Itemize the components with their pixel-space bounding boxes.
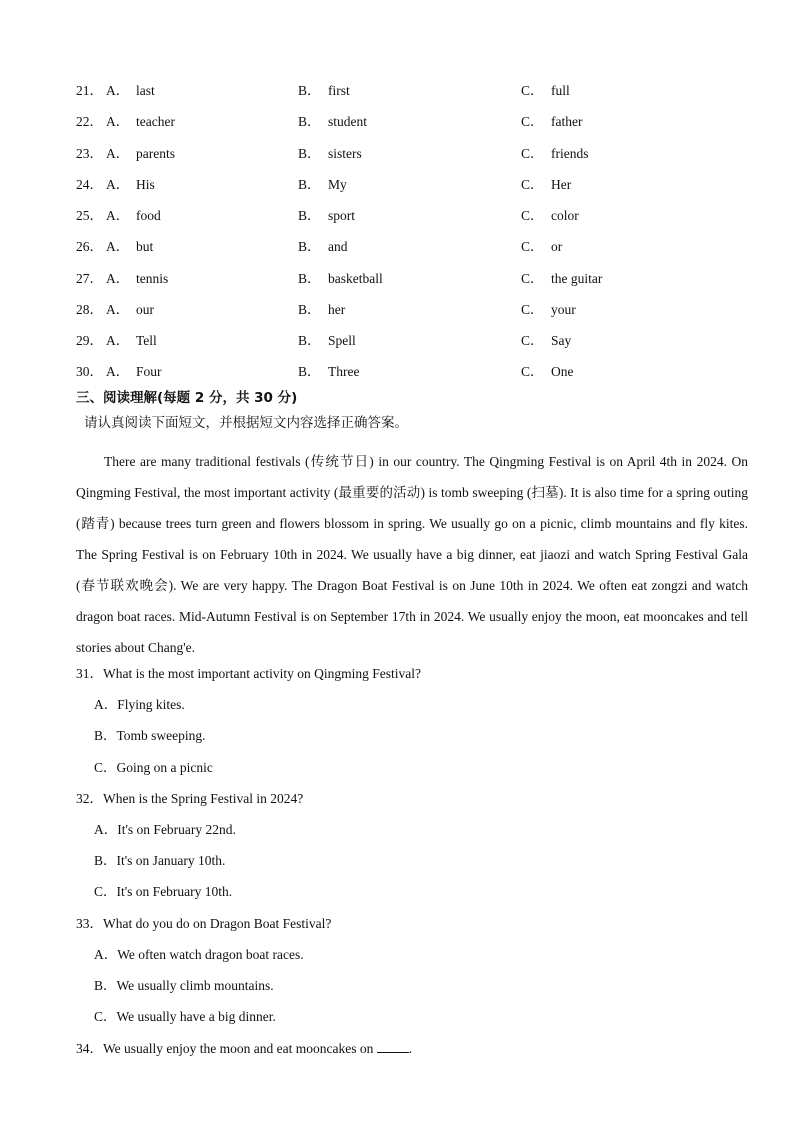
question-34-text: 34．We usually enjoy the moon and eat mooncakes on xyxy=(76,1041,374,1056)
question-31-option-a: A．Flying kites. xyxy=(94,697,185,712)
choice-row-25 xyxy=(76,206,776,226)
section-instruction: 请认真阅读下面短文，并根据短文内容选择正确答案。 xyxy=(84,415,408,431)
question-number: 21． xyxy=(76,83,103,98)
option-b: B． first xyxy=(298,83,350,98)
option-b: B． sport xyxy=(298,208,355,223)
option-c: C． your xyxy=(521,302,576,317)
option-a: A． but xyxy=(106,239,154,254)
question-32-option-b: B．It's on January 10th. xyxy=(94,853,226,868)
option-b: B． basketball xyxy=(298,271,383,286)
question-number: 29． xyxy=(76,333,103,348)
option-a: A． His xyxy=(106,177,155,192)
choice-row-22 xyxy=(76,112,776,132)
option-c: C． Say xyxy=(521,333,572,348)
question-number: 28． xyxy=(76,302,103,317)
option-b: B． student xyxy=(298,114,367,129)
question-number: 25． xyxy=(76,208,103,223)
choice-row-24 xyxy=(76,175,776,195)
option-c: C． Her xyxy=(521,177,572,192)
choice-row-27 xyxy=(76,269,776,289)
question-31-option-c: C．Going on a picnic xyxy=(94,760,213,775)
option-c: C． One xyxy=(521,364,574,379)
question-stem-34 xyxy=(76,1038,412,1058)
question-number: 22． xyxy=(76,114,103,129)
option-a: A． last xyxy=(106,83,155,98)
option-b: B． My xyxy=(298,177,347,192)
question-number: 27． xyxy=(76,271,103,286)
option-b: B． and xyxy=(298,239,348,254)
choice-row-23 xyxy=(76,144,776,164)
question-32-option-c: C．It's on February 10th. xyxy=(94,884,233,899)
choice-row-30 xyxy=(76,362,776,382)
option-a: A． Four xyxy=(106,364,162,379)
section-title: 三、阅读理解(每题 2 分，共 30 分) xyxy=(76,390,298,406)
choice-row-21 xyxy=(76,81,776,101)
question-number: 26． xyxy=(76,239,103,254)
choice-row-26 xyxy=(76,237,776,257)
question-33-option-b: B．We usually climb mountains. xyxy=(94,978,274,993)
question-stem-33: 33．What do you do on Dragon Boat Festival? xyxy=(76,916,332,931)
answer-blank xyxy=(377,1038,409,1053)
reading-passage: There are many traditional festivals (传统节日) in our country. The Qingming Festival is on April 4th in 2024. On Qingming Festival, the most important activity (最重要的活动) is tomb sweeping (扫墓). It is also time for a spring outing (踏青) because trees turn green and flowers blossom in spring. We usually go on a picnic, climb mountains and fly kites. The Spring Festival is on February 10th in 2024. We usually have a big dinner, eat jiaozi and watch Spring Festival Gala (春节联欢晚会). We are very happy. The Dragon Boat Festival is on June 10th in 2024. We often eat zongzi and watch dragon boat races. Mid-Autumn Festival is on September 17th in 2024. We usually enjoy the moon, eat mooncakes and tell stories about Chang'e. xyxy=(76,454,748,655)
choice-row-29 xyxy=(76,331,776,351)
option-c: C． full xyxy=(521,83,570,98)
question-33-option-a: A．We often watch dragon boat races. xyxy=(94,947,304,962)
option-c: C． or xyxy=(521,239,563,254)
option-a: A． tennis xyxy=(106,271,169,286)
option-c: C． the guitar xyxy=(521,271,603,286)
choice-row-28 xyxy=(76,300,776,320)
option-a: A． Tell xyxy=(106,333,157,348)
option-a: A． parents xyxy=(106,146,175,161)
option-a: A． our xyxy=(106,302,154,317)
question-number: 24． xyxy=(76,177,103,192)
option-a: A． teacher xyxy=(106,114,175,129)
question-stem-32: 32．When is the Spring Festival in 2024? xyxy=(76,791,304,806)
option-a: A． food xyxy=(106,208,161,223)
question-34-suffix: . xyxy=(408,1041,413,1056)
question-stem-31: 31．What is the most important activity on Qingming Festival? xyxy=(76,666,421,681)
option-c: C． friends xyxy=(521,146,589,161)
option-b: B． Spell xyxy=(298,333,356,348)
question-31-option-b: B．Tomb sweeping. xyxy=(94,728,206,743)
option-b: B． her xyxy=(298,302,346,317)
option-b: B． Three xyxy=(298,364,360,379)
question-32-option-a: A．It's on February 22nd. xyxy=(94,822,236,837)
option-b: B． sisters xyxy=(298,146,362,161)
option-c: C． father xyxy=(521,114,583,129)
question-number: 30． xyxy=(76,364,103,379)
option-c: C． color xyxy=(521,208,579,223)
question-number: 23． xyxy=(76,146,103,161)
question-33-option-c: C．We usually have a big dinner. xyxy=(94,1009,276,1024)
